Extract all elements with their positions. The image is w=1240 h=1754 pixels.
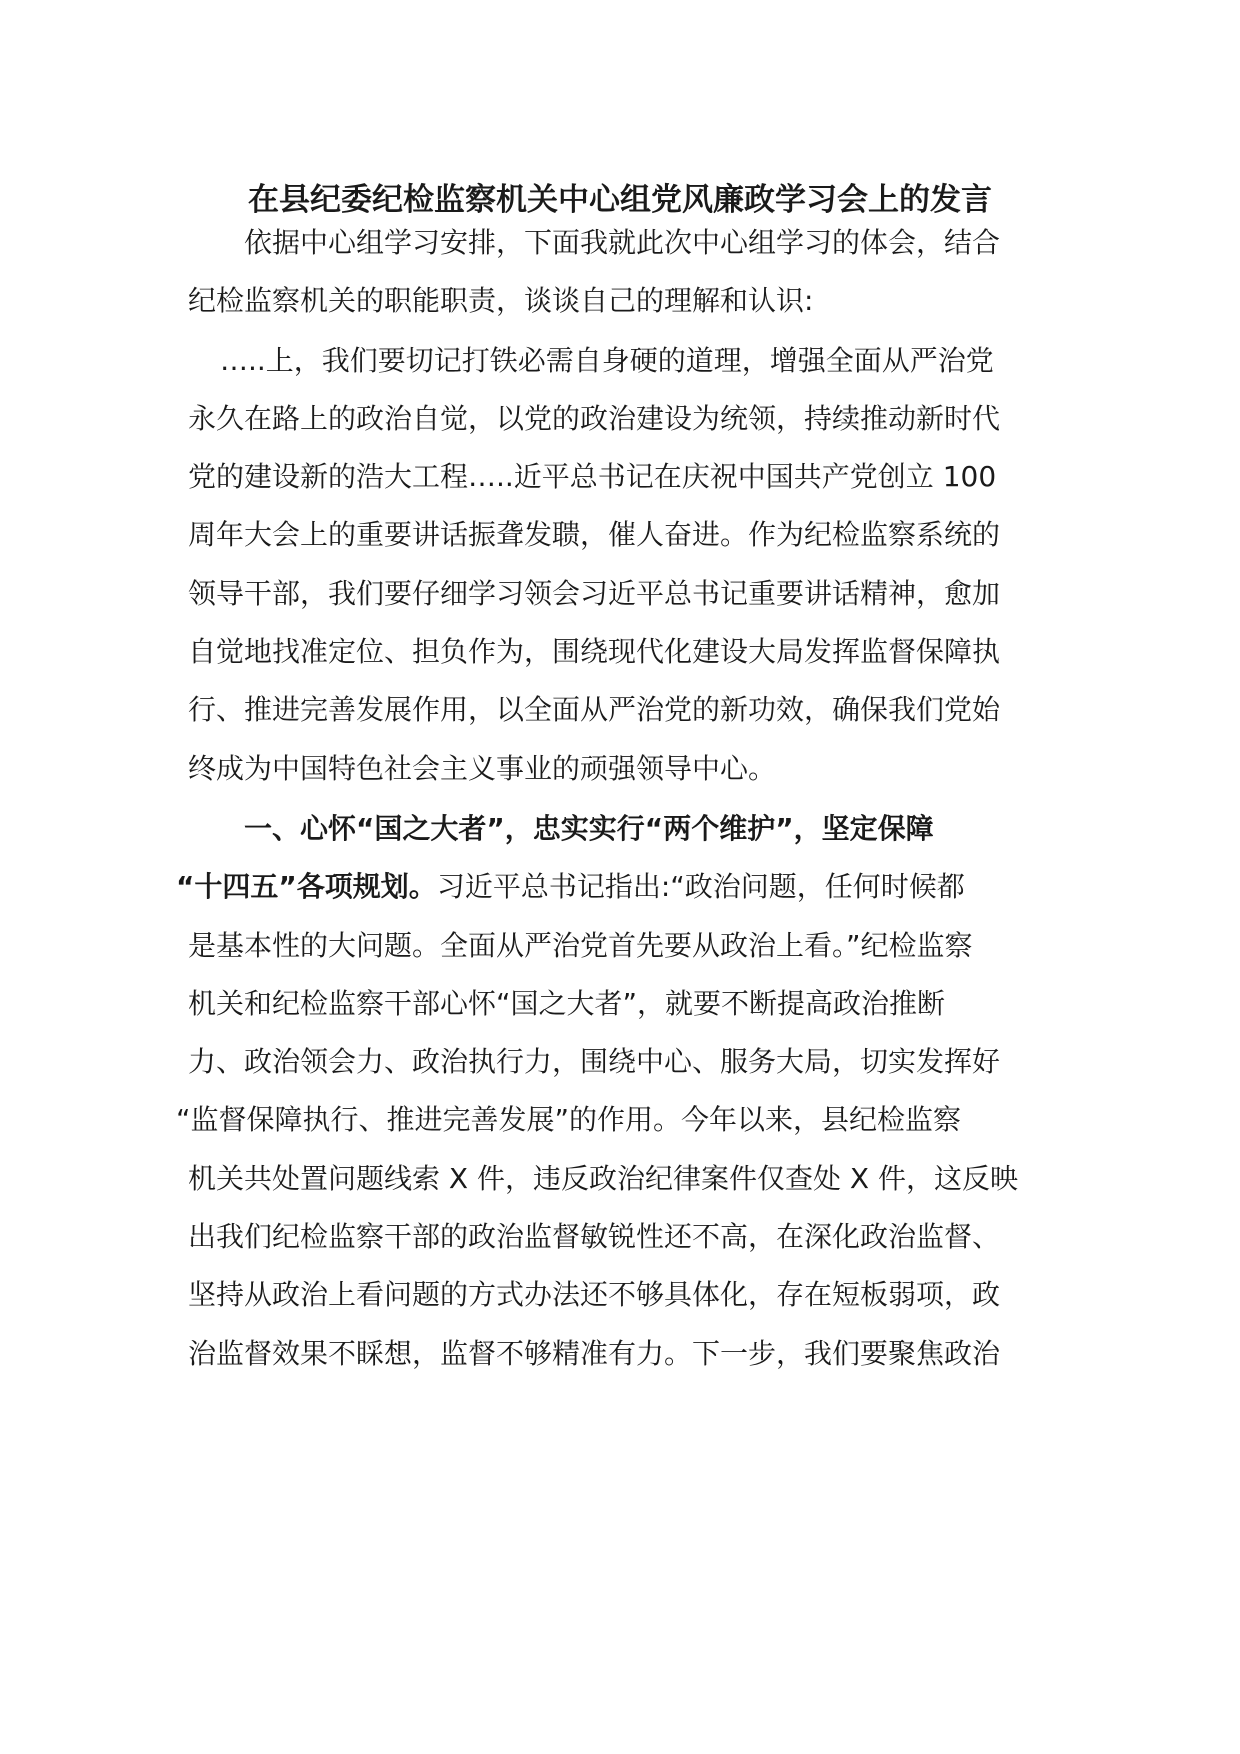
- text-line: 党的建设新的浩大工程…..近平总书记在庆祝中国共产党创立 100: [188, 460, 997, 493]
- text-line: 永久在路上的政治自觉，以党的政治建设为统领，持续推动新时代: [188, 402, 1001, 435]
- text-line: 终成为中国特色社会主义事业的顽强领导中心。: [188, 752, 777, 785]
- text-line: 是基本性的大问题。全面从严治党首先要从政治上看。”纪检监察: [188, 929, 973, 962]
- text-line: 力、政治领会力、政治执行力，围绕中心、服务大局，切实发挥好: [188, 1045, 1001, 1078]
- text-line: 纪检监察机关的职能职责，谈谈自己的理解和认识:: [188, 284, 814, 317]
- text-line: 机关和纪检监察干部心怀“国之大者”，就要不断提高政治推断: [188, 987, 946, 1020]
- text-line: 出我们纪检监察干部的政治监督敏锐性还不高，在深化政治监督、: [188, 1220, 1001, 1253]
- section-heading-line: 一、心怀“国之大者”，忠实实行“两个维护”，坚定保障: [244, 812, 934, 845]
- text-line: 领导干部，我们要仔细学习领会习近平总书记重要讲话精神，愈加: [188, 577, 1001, 610]
- document-title: 在县纪委纪检监察机关中心组党风廉政学习会上的发言: [248, 182, 992, 218]
- text-line: …..上，我们要切记打铁必需自身硬的道理，增强全面从严治党: [220, 344, 994, 377]
- text-line: 周年大会上的重要讲话振聋发聩，催人奋进。作为纪检监察系统的: [188, 518, 1001, 551]
- text-line: 依据中心组学习安排，下面我就此次中心组学习的体会，结合: [244, 226, 1001, 259]
- text-line: 行、推进完善发展作用，以全面从严治党的新功效，确保我们党始: [188, 693, 1001, 726]
- text-line: 机关共处置问题线索 X 件，违反政治纪律案件仅查处 X 件，这反映: [188, 1162, 1018, 1195]
- text-line: 治监督效果不睬想，监督不够精准有力。下一步，我们要聚焦政治: [188, 1337, 1001, 1370]
- section-heading-line: “十四五”各项规划。习近平总书记指出:“政治问题，任何时候都: [176, 870, 965, 903]
- text-line: 自觉地找准定位、担负作为，围绕现代化建设大局发挥监督保障执: [188, 635, 1001, 668]
- text-line: 坚持从政治上看问题的方式办法还不够具体化，存在短板弱项，政: [188, 1278, 1001, 1311]
- text-line: “监督保障执行、推进完善发展”的作用。今年以来，县纪检监察: [176, 1103, 962, 1136]
